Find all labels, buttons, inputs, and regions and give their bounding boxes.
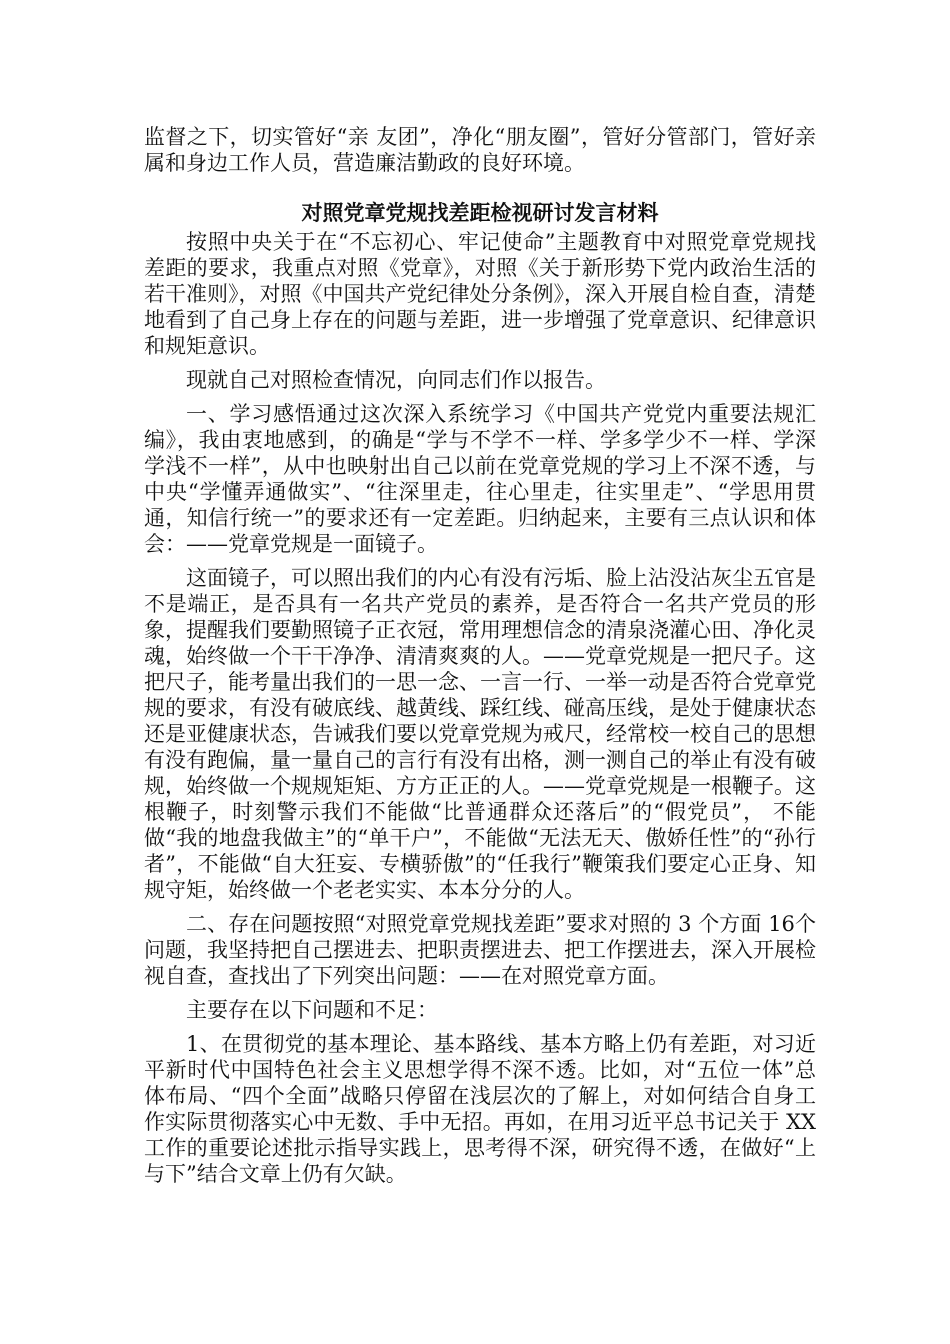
body-paragraph-section-two: 二、存在问题按照“对照党章党规找差距”要求对照的 3 个方面 16个问题，我坚持把自己摆进去、把职责摆进去、把工作摆进去，深入开展检视自查，查找出了下列突出问题：——在对照党章方面。 (144, 912, 816, 988)
body-paragraph-problems-intro: 主要存在以下问题和不足： (186, 998, 438, 1022)
document-body (144, 229, 823, 1187)
body-paragraph-intro: 按照中央关于在“不忘初心、牢记使命”主题教育中对照党章党规找差距的要求，我重点对照《党章》，对照《关于新形势下党内政治生活的若干准则》，对照《中国共产党纪律处分条例》，深入开展自检自查，清楚地看到了自己身上存在的问题与差距，进一步增强了党章意识、纪律意识和规矩意识。 (144, 230, 816, 358)
body-paragraph-section-one: 一、学习感悟通过这次深入系统学习《中国共产党党内重要法规汇编》，我由衷地感到，的确是“学与不学不一样、学多学少不一样、学深学浅不一样”，从中也映射出自己以前在党章党规的学习上不深不透，与中央“学懂弄通做实”、“往深里走，往心里走，往实里走”、“学思用贯通，知信行统一”的要求还有一定差距。归纳起来，主要有三点认识和体会：——党章党规是一面镜子。 (144, 402, 816, 556)
fragment-paragraph: 监督之下，切实管好“亲 友团”，净化“朋友圈”，管好分管部门，管好亲属和身边工作人员，营造廉洁勤政的良好环境。 (144, 125, 816, 175)
body-paragraph-mirror-ruler-whip: 这面镜子，可以照出我们的内心有没有污垢、脸上沾没沾灰尘五官是不是端正，是否具有一名共产党员的素养，是否符合一名共产党员的形象，提醒我们要勤照镜子正衣冠，常用理想信念的清泉浇灌心田、净化灵魂，始终做一个干干净净、清清爽爽的人。——党章党规是一把尺子。这把尺子，能考量出我们的一思一念、一言一行、一举一动是否符合党章党规的要求，有没有破底线、越黄线、踩红线、碰高压线，是处于健康状态还是亚健康状态，告诫我们要以党章党规为戒尺，经常校一校自己的思想有没有跑偏，量一量自己的言行有没有出格，测一测自己的举止有没有破规，始终做一个规规矩矩、方方正正的人。——党章党规是一根鞭子。这根鞭子，时刻警示我们不能做“比普通群众还落后”的“假党员”， 不能做“我的地盘我做主”的“单干户”，不能做“无法无天、傲娇任性”的“孙行者”，不能做“自大狂妄、专横骄傲”的“任我行”鞭策我们要定心正身、知规守矩，始终做一个老老实实、本本分分的人。 (144, 566, 816, 902)
body-paragraph-report: 现就自己对照检查情况，向同志们作以报告。 (186, 368, 606, 392)
previous-section-fragment (144, 124, 816, 176)
body-paragraph-problem-one: 1、在贯彻党的基本理论、基本路线、基本方略上仍有差距，对习近平新时代中国特色社会主义思想学得不深不透。比如，对“五位一体”总体布局、“四个全面”战略只停留在浅层次的了解上，对如何结合自身工作实际贯彻落实心中无数、手中无招。再如，在用习近平总书记关于 XX 工作的重要论述批示指导实践上，思考得不深，研究得不透，在做好“上与下”结合文章上仍有欠缺。 (144, 1032, 823, 1186)
document-title: 对照党章党规找差距检视研讨发言材料 (301, 201, 659, 225)
